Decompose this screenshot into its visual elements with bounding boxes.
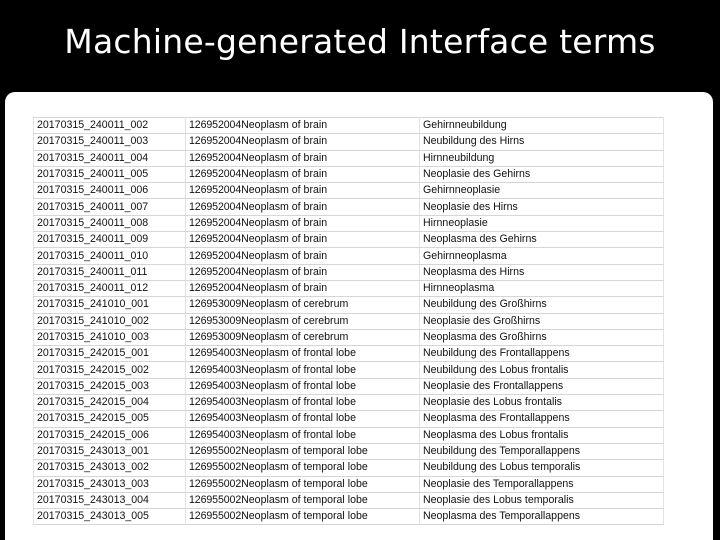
concept-cell	[186, 509, 420, 525]
interface-term-cell: Neoplasma des Frontallappens	[420, 411, 664, 427]
concept-label: Neoplasm of temporal lobe	[241, 461, 368, 474]
concept-label: Neoplasm of temporal lobe	[241, 493, 368, 506]
term-id-cell: 20170315_243013_005	[34, 509, 186, 525]
term-id-cell: 20170315_240011_009	[34, 232, 186, 248]
term-id-cell: 20170315_243013_002	[34, 460, 186, 476]
term-id-cell: 20170315_243013_004	[34, 492, 186, 508]
table-row	[34, 427, 664, 443]
term-id-cell: 20170315_242015_005	[34, 411, 186, 427]
concept-cell	[186, 476, 420, 492]
table-row	[34, 118, 664, 134]
table-row	[34, 199, 664, 215]
concept-label: Neoplasm of frontal lobe	[241, 428, 356, 441]
concept-cell	[186, 329, 420, 345]
concept-cell	[186, 297, 420, 313]
interface-term-cell: Hirnneubildung	[420, 150, 664, 166]
interface-term-cell: Neoplasie des Frontallappens	[420, 378, 664, 394]
term-id-cell: 20170315_240011_012	[34, 280, 186, 296]
term-id-cell: 20170315_241010_002	[34, 313, 186, 329]
concept-cell	[186, 166, 420, 182]
table-row	[34, 460, 664, 476]
concept-cell	[186, 443, 420, 459]
interface-term-cell: Hirnneoplasie	[420, 215, 664, 231]
snomed-code: 126955002	[189, 493, 242, 506]
snomed-code: 126955002	[189, 445, 242, 458]
snomed-code: 126952004	[189, 168, 242, 181]
interface-term-cell: Neoplasma des Hirns	[420, 264, 664, 280]
terms-table	[33, 117, 664, 525]
table-row	[34, 395, 664, 411]
interface-term-cell: Neoplasma des Lobus frontalis	[420, 427, 664, 443]
concept-cell	[186, 264, 420, 280]
snomed-code: 126953009	[189, 331, 242, 343]
concept-cell	[186, 378, 420, 394]
concept-label: Neoplasm of brain	[241, 249, 328, 262]
concept-label: Neoplasm of frontal lobe	[241, 412, 356, 425]
interface-term-cell: Neubildung des Temporallappens	[420, 443, 664, 459]
table-row	[34, 443, 664, 459]
snomed-code: 126955002	[189, 461, 242, 474]
interface-term-cell: Neoplasma des Gehirns	[420, 232, 664, 248]
snomed-code: 126952004	[189, 200, 242, 213]
term-id-cell: 20170315_242015_003	[34, 378, 186, 394]
concept-label: Neoplasm of brain	[241, 282, 328, 295]
snomed-code: 126952004	[189, 216, 242, 229]
concept-label: Neoplasm of frontal lobe	[241, 396, 356, 409]
table-row	[34, 378, 664, 394]
concept-label: Neoplasm of temporal lobe	[241, 477, 368, 490]
term-id-cell: 20170315_243013_001	[34, 443, 186, 459]
concept-cell	[186, 313, 420, 329]
concept-cell	[186, 183, 420, 199]
term-id-cell: 20170315_242015_002	[34, 362, 186, 378]
concept-label: Neoplasm of cerebrum	[241, 298, 349, 311]
interface-term-cell: Neoplasie des Temporallappens	[420, 476, 664, 492]
term-id-cell: 20170315_240011_004	[34, 150, 186, 166]
snomed-code: 126952004	[189, 151, 242, 164]
table-row	[34, 215, 664, 231]
term-id-cell: 20170315_242015_004	[34, 395, 186, 411]
snomed-code: 126954003	[189, 363, 242, 376]
table-row	[34, 134, 664, 150]
terms-table-body	[34, 118, 664, 525]
table-row	[34, 346, 664, 362]
concept-label: Neoplasm of frontal lobe	[241, 347, 356, 360]
table-row	[34, 264, 664, 280]
interface-term-cell: Neubildung des Hirns	[420, 134, 664, 150]
table-row	[34, 509, 664, 525]
concept-label: Neoplasm of temporal lobe	[241, 510, 368, 523]
table-panel	[5, 92, 713, 540]
concept-label: Neoplasm of brain	[241, 184, 328, 197]
concept-label: Neoplasm of frontal lobe	[241, 363, 356, 376]
concept-label: Neoplasm of brain	[241, 200, 328, 213]
table-row	[34, 248, 664, 264]
concept-label: Neoplasm of brain	[241, 233, 328, 246]
term-id-cell: 20170315_240011_008	[34, 215, 186, 231]
concept-label: Neoplasm of temporal lobe	[241, 445, 368, 458]
concept-label: Neoplasm of brain	[241, 119, 328, 132]
term-id-cell: 20170315_240011_010	[34, 248, 186, 264]
term-id-cell: 20170315_242015_001	[34, 346, 186, 362]
concept-cell	[186, 134, 420, 150]
term-id-cell: 20170315_240011_006	[34, 183, 186, 199]
table-row	[34, 232, 664, 248]
interface-term-cell: Gehirnneubildung	[420, 118, 664, 134]
concept-cell	[186, 411, 420, 427]
interface-term-cell: Neubildung des Großhirns	[420, 297, 664, 313]
concept-cell	[186, 492, 420, 508]
concept-cell	[186, 460, 420, 476]
term-id-cell: 20170315_240011_002	[34, 118, 186, 134]
concept-cell	[186, 362, 420, 378]
snomed-code: 126952004	[189, 249, 242, 262]
interface-term-cell: Neoplasie des Lobus temporalis	[420, 492, 664, 508]
slide-title: Machine-generated Interface terms	[64, 22, 656, 61]
concept-cell	[186, 427, 420, 443]
table-row	[34, 362, 664, 378]
interface-term-cell: Neoplasie des Gehirns	[420, 166, 664, 182]
snomed-code: 126952004	[189, 119, 242, 132]
concept-label: Neoplasm of brain	[241, 151, 328, 164]
snomed-code: 126955002	[189, 510, 242, 523]
snomed-code: 126954003	[189, 379, 242, 392]
concept-cell	[186, 232, 420, 248]
concept-cell	[186, 215, 420, 231]
term-id-cell: 20170315_241010_001	[34, 297, 186, 313]
table-row	[34, 166, 664, 182]
table-row	[34, 183, 664, 199]
snomed-code: 126952004	[189, 184, 242, 197]
concept-label: Neoplasm of brain	[241, 265, 328, 278]
snomed-code: 126955002	[189, 477, 242, 490]
interface-term-cell: Neoplasma des Großhirns	[420, 329, 664, 345]
concept-cell	[186, 150, 420, 166]
interface-term-cell: Neubildung des Lobus temporalis	[420, 460, 664, 476]
concept-cell	[186, 280, 420, 296]
table-row	[34, 150, 664, 166]
snomed-code: 126952004	[189, 135, 242, 148]
interface-term-cell: Neubildung des Lobus frontalis	[420, 362, 664, 378]
concept-label: Neoplasm of cerebrum	[241, 314, 349, 327]
snomed-code: 126954003	[189, 396, 242, 409]
interface-term-cell: Neoplasie des Großhirns	[420, 313, 664, 329]
snomed-code: 126954003	[189, 347, 242, 360]
snomed-code: 126953009	[189, 314, 242, 327]
concept-cell	[186, 346, 420, 362]
concept-label: Neoplasm of brain	[241, 168, 328, 181]
term-id-cell: 20170315_243013_003	[34, 476, 186, 492]
snomed-code: 126952004	[189, 233, 242, 246]
interface-term-cell: Neoplasie des Lobus frontalis	[420, 395, 664, 411]
concept-cell	[186, 199, 420, 215]
table-row	[34, 492, 664, 508]
snomed-code: 126954003	[189, 412, 242, 425]
interface-term-cell: Neoplasma des Temporallappens	[420, 509, 664, 525]
interface-term-cell: Gehirnneoplasma	[420, 248, 664, 264]
concept-cell	[186, 118, 420, 134]
concept-label: Neoplasm of brain	[241, 216, 328, 229]
term-id-cell: 20170315_240011_003	[34, 134, 186, 150]
term-id-cell: 20170315_242015_006	[34, 427, 186, 443]
interface-term-cell: Hirnneoplasma	[420, 280, 664, 296]
interface-term-cell: Neoplasie des Hirns	[420, 199, 664, 215]
snomed-code: 126953009	[189, 298, 242, 311]
concept-cell	[186, 395, 420, 411]
snomed-code: 126954003	[189, 428, 242, 441]
table-row	[34, 411, 664, 427]
snomed-code: 126952004	[189, 282, 242, 295]
concept-label: Neoplasm of cerebrum	[241, 331, 349, 343]
term-id-cell: 20170315_241010_003	[34, 329, 186, 345]
term-id-cell: 20170315_240011_005	[34, 166, 186, 182]
interface-term-cell: Gehirnneoplasie	[420, 183, 664, 199]
term-id-cell: 20170315_240011_011	[34, 264, 186, 280]
concept-cell	[186, 248, 420, 264]
table-row	[34, 476, 664, 492]
interface-term-cell: Neubildung des Frontallappens	[420, 346, 664, 362]
concept-label: Neoplasm of frontal lobe	[241, 379, 356, 392]
table-row	[34, 313, 664, 329]
snomed-code: 126952004	[189, 265, 242, 278]
term-id-cell: 20170315_240011_007	[34, 199, 186, 215]
table-row	[34, 297, 664, 313]
concept-label: Neoplasm of brain	[241, 135, 328, 148]
table-row	[34, 280, 664, 296]
table-row	[34, 329, 664, 345]
